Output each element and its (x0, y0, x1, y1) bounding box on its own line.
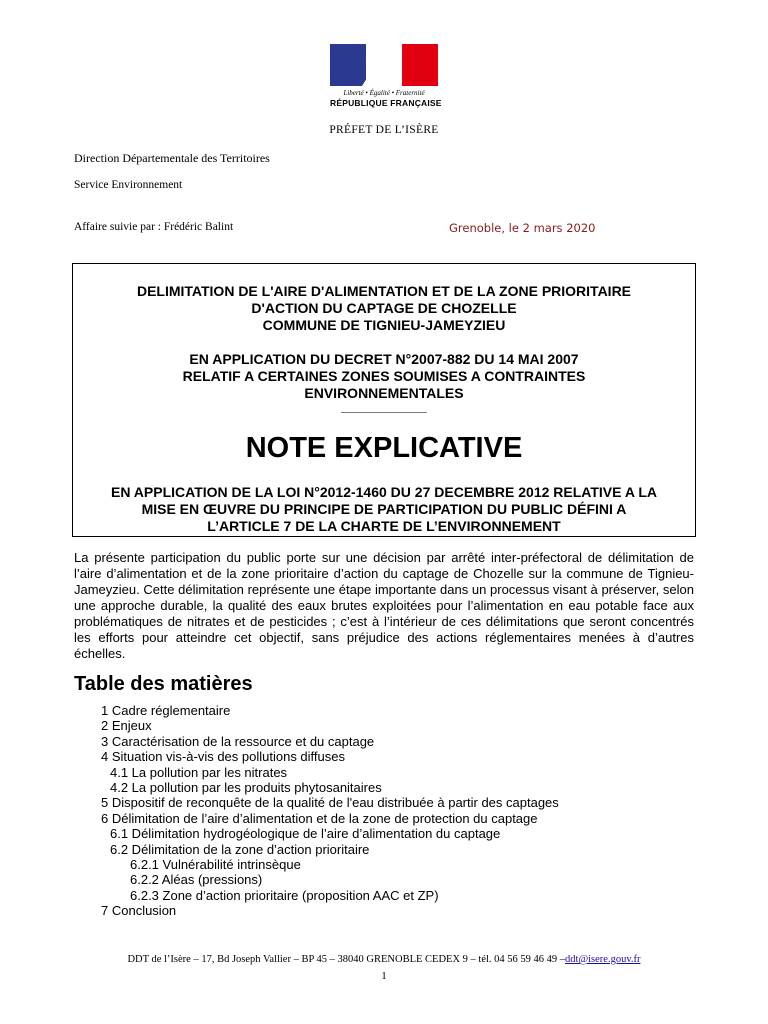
page-number: 1 (381, 970, 387, 982)
title-line: EN APPLICATION DE LA LOI N°2012-1460 DU 27 DECEMBRE 2012 RELATIVE A LA (110, 484, 657, 500)
title-line: ENVIRONNEMENTALES (304, 385, 464, 401)
toc-item[interactable]: 1 Cadre réglementaire (101, 703, 231, 718)
toc-item[interactable]: 4.2 La pollution par les produits phytosanitaires (110, 780, 382, 795)
toc-item[interactable]: 6.2.1 Vulnérabilité intrinsèque (130, 857, 301, 872)
toc-item[interactable]: 4.1 La pollution par les nitrates (110, 764, 288, 780)
toc-item[interactable]: 6 Délimitation de l’aire d’alimentation et de la zone de protection du captage (101, 810, 538, 826)
toc-item[interactable]: 6.2.2 Aléas (pressions) (130, 872, 263, 888)
title-line: DELIMITATION DE L'AIRE D'ALIMENTATION ET DE LA ZONE PRIORITAIRE (136, 283, 632, 299)
title-line: COMMUNE DE TIGNIEU-JAMEYZIEU (262, 317, 506, 333)
toc-item[interactable]: 3 Caractérisation de la ressource et du captage (101, 733, 375, 749)
toc-item[interactable]: 6.1 Délimitation hydrogéologique de l’aire d’alimentation du captage (110, 826, 501, 842)
title-line: RELATIF A CERTAINES ZONES SOUMISES A CONTRAINTES (182, 368, 586, 384)
title-line: L’ARTICLE 7 DE LA CHARTE DE L’ENVIRONNEMENT (207, 518, 561, 534)
toc-item[interactable]: 5 Dispositif de reconquête de la qualité de l'eau distribuée à partir des captages (101, 795, 559, 811)
footer-email-link[interactable]: ddt@isere.gouv.fr (565, 954, 641, 965)
title-block-1 (73, 283, 695, 334)
title-line: EN APPLICATION DU DECRET N°2007-882 DU 14 MAI 2007 (189, 351, 579, 367)
republic-name: RÉPUBLIQUE FRANÇAISE (330, 98, 442, 108)
prefet-heading: PRÉFET DE L’ISÈRE (329, 124, 439, 136)
toc-item[interactable]: 7 Conclusion (101, 903, 177, 919)
service-name: Service Environnement (74, 179, 183, 191)
affaire-suivie: Affaire suivie par : Frédéric Balint (74, 221, 234, 233)
title-line: D'ACTION DU CAPTAGE DE CHOZELLE (251, 300, 517, 316)
footer-address-text: DDT de l’Isère – 17, Bd Joseph Vallier – BP 45 – 38040 GRENOBLE CEDEX 9 – tél. 04 56 59 46 49 – (127, 954, 566, 965)
intro-paragraph: La présente participation du public porte sur une décision par arrêté inter-préfectoral de délimitation de l’aire d’alimentation et de la zone prioritaire d’action du captage de Chozelle sur la commune de Tignieu-Jameyzieu. Cette délimitation représente une étape importante dans un processus visant à préserver, selon une approche durable, la qualité des eaux brutes exploitées pour l’alimentation en eau potable face aux problématiques de nitrates et de pesticides ; c’est à l’intérieur de ces délimitations que seront concentrés les efforts pour atteindre cet objectif, sans préjudice des actions réglementaires menées à d’autres échelles. (74, 550, 694, 661)
footer-address (0, 954, 768, 965)
document-date: Grenoble, le 2 mars 2020 (449, 221, 596, 235)
title-block-3 (73, 484, 695, 535)
toc-item[interactable]: 6.2 Délimitation de la zone d’action prioritaire (110, 841, 370, 857)
marianne-flag-icon (330, 44, 438, 86)
title-line: MISE EN ŒUVRE DU PRINCIPE DE PARTICIPATION DU PUBLIC DÉFINI A (141, 501, 627, 517)
toc-item[interactable]: 6.2.3 Zone d’action prioritaire (proposition AAC et ZP) (130, 887, 439, 903)
direction-name: Direction Départementale des Territoires (74, 151, 270, 165)
marianne-logo (330, 44, 442, 108)
toc-item[interactable]: 4 Situation vis-à-vis des pollutions diffuses (101, 749, 345, 765)
title-block-2 (73, 351, 695, 402)
toc-title: Table des matières (74, 673, 253, 695)
marianne-profile-icon (352, 44, 416, 86)
toc-item[interactable]: 2 Enjeux (101, 718, 152, 734)
title-separator: ___________ (341, 398, 427, 414)
main-title: NOTE EXPLICATIVE (245, 432, 523, 464)
title-box (72, 263, 696, 537)
republic-motto: Liberté • Égalité • Fraternité (343, 89, 425, 97)
